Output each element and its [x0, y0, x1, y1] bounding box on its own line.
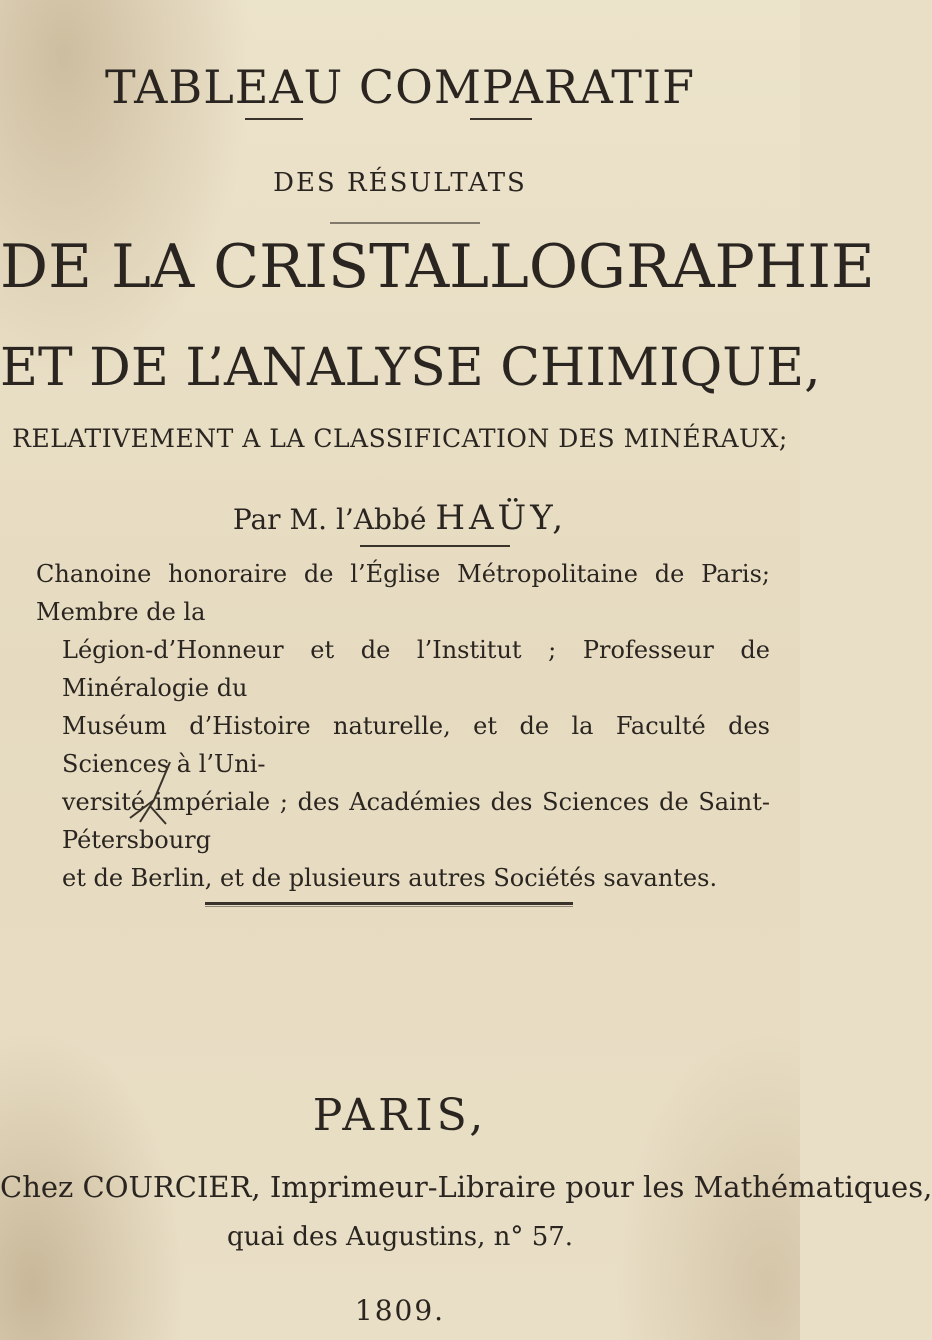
- author-line: [0, 498, 800, 538]
- main-title: TABLEAU COMPARATIF: [105, 60, 695, 114]
- subtitle-des-resultats: DES RÉSULTATS: [273, 168, 527, 198]
- title-cristallographie: DE LA CRISTALLOGRAPHIE: [0, 232, 875, 302]
- credentials-line: et de Berlin, et de plusieurs autres Sociétés savantes.: [62, 864, 718, 892]
- imprint-year: 1809.: [354, 1294, 446, 1327]
- author-prefix: Par M. l’Abbé: [232, 503, 427, 536]
- ink-mark-ornament: [120, 760, 180, 830]
- subtitle-rule: [330, 222, 480, 224]
- separator-rule: [205, 902, 573, 905]
- title-classification: RELATIVEMENT A LA CLASSIFICATION DES MINÉRAUX;: [12, 424, 788, 453]
- credentials-line: Légion-d’Honneur et de l’Institut ; Professeur de Minéralogie du: [62, 636, 770, 702]
- author-rule: [360, 545, 510, 547]
- author-name: HAÜY,: [435, 498, 568, 538]
- separator-rule-thin: [205, 906, 573, 907]
- imprint-city: PARIS,: [312, 1090, 488, 1141]
- author-credentials: [36, 555, 770, 897]
- credentials-line: Muséum d’Histoire naturelle, et de la Faculté des Sciences à l’Uni-: [62, 712, 770, 778]
- title-rule-left: [245, 118, 303, 120]
- title-rule-right: [470, 118, 532, 120]
- imprint-publisher: Chez COURCIER, Imprimeur-Libraire pour les Mathématiques,: [0, 1170, 932, 1204]
- title-analyse-chimique: ET DE L’ANALYSE CHIMIQUE,: [0, 338, 821, 398]
- credentials-line: versité impériale ; des Académies des Sciences de Saint-Pétersbourg: [62, 788, 770, 854]
- imprint-address: quai des Augustins, n° 57.: [226, 1222, 574, 1252]
- credentials-line: Chanoine honoraire de l’Église Métropolitaine de Paris; Membre de la: [36, 560, 770, 626]
